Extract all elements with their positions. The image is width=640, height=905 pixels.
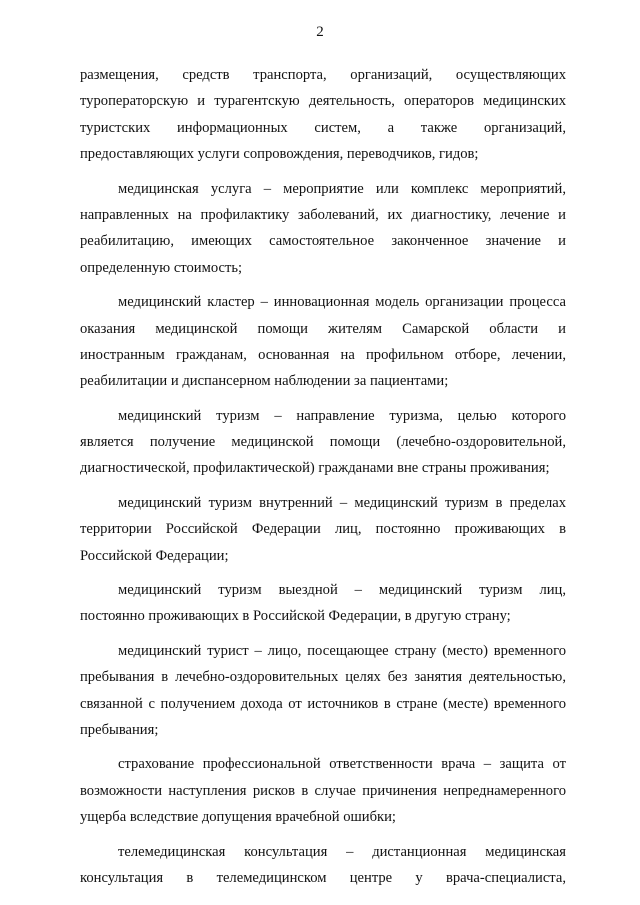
text-line: направленных на профилактику заболеваний, их диагностику, лечение и [80, 206, 566, 223]
text-line: реабилитации и диспансерном наблюдении за пациентами; [80, 373, 449, 390]
text-line: консультация в телемедицинском центре у врача-специалиста, [80, 869, 566, 886]
text-line: оказания медицинской помощи жителям Самарской области и [80, 320, 566, 337]
text-line: медицинский турист – лицо, посещающее страну (место) временного [118, 642, 566, 659]
text-line: реабилитацию, имеющих самостоятельное законченное значение и [80, 233, 566, 250]
paragraph-medical-service [80, 176, 566, 282]
paragraph-continuation [80, 62, 566, 168]
paragraph-medical-tourism [80, 403, 566, 482]
text-line: страхование профессиональной ответственности врача – защита от [118, 756, 566, 773]
text-line: предоставляющих услуги сопровождения, переводчиков, гидов; [80, 146, 479, 163]
text-line: медицинский туризм внутренний – медицинский туризм в пределах [118, 494, 566, 511]
text-line: возможности наступления рисков в случае причинения непреднамеренного [80, 782, 566, 799]
text-line: медицинский туризм выездной – медицинский туризм лиц, [118, 582, 566, 599]
text-line: туроператорскую и турагентскую деятельность, операторов медицинских [80, 93, 566, 110]
text-line: медицинский туризм – направление туризма, целью которого [118, 407, 566, 424]
text-line: является получение медицинской помощи (лечебно-оздоровительной, [80, 434, 566, 451]
text-line: иностранным гражданам, основанная на профильном отборе, лечении, [80, 346, 566, 363]
text-line: медицинская услуга – мероприятие или комплекс мероприятий, [118, 180, 566, 197]
text-line: ущерба вследствие допущения врачебной ошибки; [80, 809, 396, 826]
text-line: размещения, средств транспорта, организаций, осуществляющих [80, 67, 566, 83]
paragraph-medical-cluster [80, 289, 566, 395]
paragraph-telemedicine-consultation [80, 839, 566, 892]
text-line: связанной с получением дохода от источников в стране (месте) временного [80, 695, 566, 712]
paragraph-outbound-tourism [80, 577, 566, 630]
text-line: территории Российской Федерации лиц, постоянно проживающих в [80, 521, 566, 538]
text-line: определенную стоимость; [80, 259, 243, 276]
text-line: пребывания; [80, 721, 159, 738]
page-number: 2 [316, 24, 324, 40]
text-line: телемедицинская консультация – дистанционная медицинская [118, 843, 566, 860]
paragraph-medical-tourist [80, 638, 566, 744]
text-line: туристских информационных систем, а также организаций, [80, 119, 566, 136]
text-line: постоянно проживающих в Российской Федерации, в другую страну; [80, 608, 511, 625]
text-line: пребывания в лечебно-оздоровительных целях без занятия деятельностью, [80, 669, 566, 686]
document-body [80, 62, 566, 899]
paragraph-domestic-tourism [80, 490, 566, 569]
text-line: Российской Федерации; [80, 547, 229, 564]
text-line: диагностической, профилактической) гражданами вне страны проживания; [80, 460, 550, 477]
text-line: медицинский кластер – инновационная модель организации процесса [118, 294, 566, 311]
paragraph-liability-insurance [80, 751, 566, 830]
